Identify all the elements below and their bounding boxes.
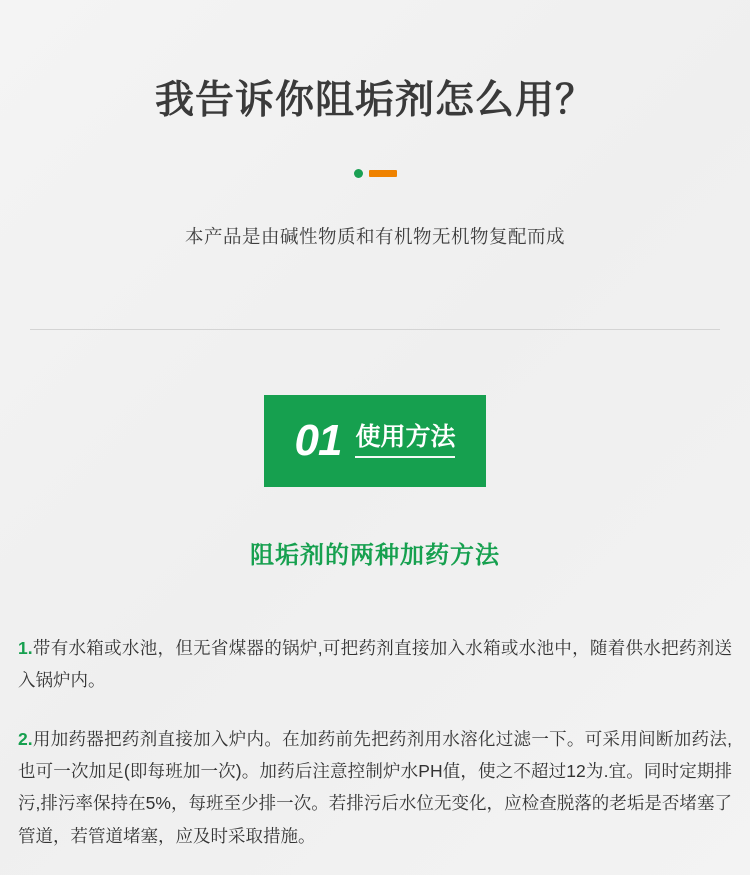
page-subtitle: 本产品是由碱性物质和有机物无机物复配而成 [184,225,565,247]
section-badge [264,395,486,487]
list-item-marker: 1. [18,637,33,658]
decorative-divider-dots [0,169,750,178]
section-heading: 阻垢剂的两种加药方法 [250,541,500,569]
list-item-marker: 2. [18,728,33,749]
list-item [18,632,732,697]
section-badge-label: 使用方法 [355,423,456,452]
horizontal-rule [30,329,720,330]
section-badge-label-wrap [355,424,455,458]
section-number: 01 [294,415,342,465]
badge-underline [355,456,455,458]
orange-bar-icon [369,170,397,177]
body-content [18,632,732,852]
green-dot-icon [354,169,363,178]
list-item-text: 用加药器把药剂直接加入炉内。在加药前先把药剂用水溶化过滤一下。可采用间断加药法,也可一次加足(即每班加一次)。加药后注意控制炉水PH值，使之不超过12为.宜。同时定期排污,排污率保持在5%，每班至少排一次。若排污后水位无变化，应检查脱落的老垢是否堵塞了管道，若管道堵塞，应及时采取措施。 [18,728,732,846]
list-item [18,723,732,853]
page-title: 我告诉你阻垢剂怎么用？ [154,79,595,122]
list-item-text: 带有水箱或水池，但无省煤器的锅炉,可把药剂直接加入水箱或水池中，随着供水把药剂送入锅炉内。 [18,637,732,691]
